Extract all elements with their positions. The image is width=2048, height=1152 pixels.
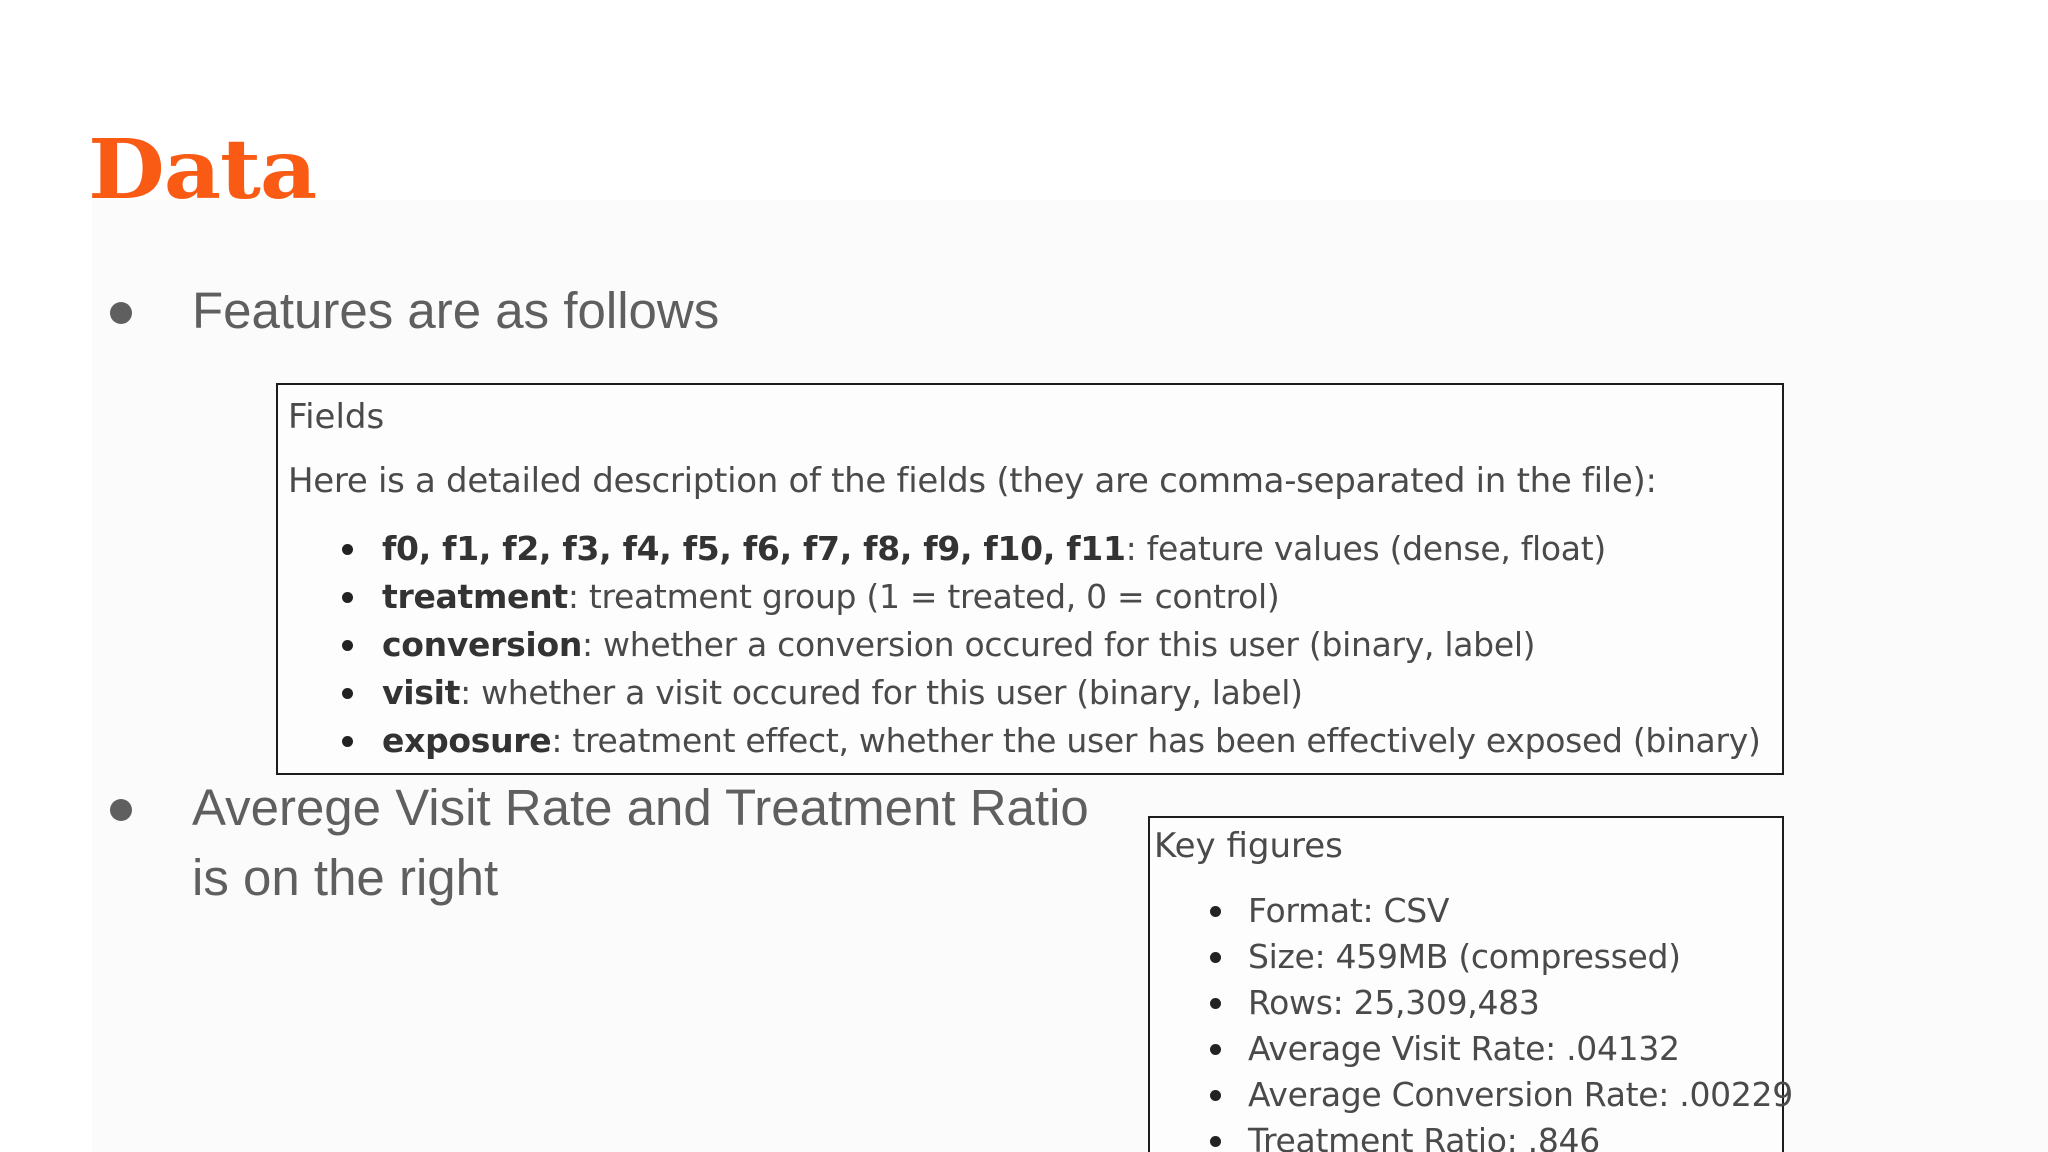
bullet-text-line2: is on the right <box>192 849 499 906</box>
field-desc: : treatment effect, whether the user has been effectively exposed (binary) <box>551 721 1761 760</box>
bullet-dot-icon <box>1210 1136 1221 1147</box>
bullet-dot-icon <box>1210 952 1221 963</box>
slide-title: Data <box>88 122 317 218</box>
list-item <box>342 573 1761 621</box>
fields-heading: Fields <box>288 397 385 437</box>
list-item <box>342 621 1761 669</box>
field-term: exposure <box>382 721 552 760</box>
key-figures-heading: Key figures <box>1154 826 1343 866</box>
key-figure-text: Rows: 25,309,483 <box>1248 983 1540 1022</box>
bullet-dot-icon <box>110 799 132 821</box>
bullet-dot-icon <box>342 640 353 651</box>
bullet-dot-icon <box>1210 906 1221 917</box>
bullet-dot-icon <box>342 736 353 747</box>
key-figures-list <box>1210 888 1793 1152</box>
field-desc: : feature values (dense, float) <box>1125 529 1606 568</box>
list-item <box>1210 888 1793 934</box>
key-figure-text: Average Conversion Rate: .00229 <box>1248 1075 1793 1114</box>
fields-list <box>342 525 1761 765</box>
list-item <box>342 669 1761 717</box>
bullet-dot-icon <box>342 688 353 699</box>
bullet-dot-icon <box>1210 1090 1221 1101</box>
field-term: conversion <box>382 625 583 664</box>
list-item <box>1210 934 1793 980</box>
fields-box <box>276 383 1784 775</box>
field-desc: : whether a conversion occured for this user (binary, label) <box>582 625 1536 664</box>
fields-description: Here is a detailed description of the fields (they are comma-separated in the file): <box>288 461 1657 501</box>
bullet-dot-icon <box>342 544 353 555</box>
list-item <box>1210 1072 1793 1118</box>
field-term: visit <box>382 673 461 712</box>
key-figure-text: Format: CSV <box>1248 891 1450 930</box>
bullet-visit-rate <box>110 773 1150 913</box>
key-figure-text: Size: 459MB (compressed) <box>1248 937 1681 976</box>
bullet-text: Features are as follows <box>192 282 720 339</box>
list-item <box>1210 1118 1793 1152</box>
key-figure-text: Treatment Ratio: .846 <box>1248 1121 1600 1152</box>
list-item <box>1210 980 1793 1026</box>
bullet-dot-icon <box>342 592 353 603</box>
list-item <box>1210 1026 1793 1072</box>
bullet-dot-icon <box>110 302 132 324</box>
bullet-features <box>110 276 1010 346</box>
key-figures-box <box>1148 816 1793 1152</box>
field-desc: : treatment group (1 = treated, 0 = control) <box>567 577 1280 616</box>
key-figure-text: Average Visit Rate: .04132 <box>1248 1029 1680 1068</box>
field-term: f0, f1, f2, f3, f4, f5, f6, f7, f8, f9, f10, f11 <box>382 529 1126 568</box>
list-item <box>342 525 1761 573</box>
bullet-text-line1: Averege Visit Rate and Treatment Ratio <box>192 779 1089 836</box>
bullet-dot-icon <box>1210 1044 1221 1055</box>
bullet-dot-icon <box>1210 998 1221 1009</box>
list-item <box>342 717 1761 765</box>
field-desc: : whether a visit occured for this user (binary, label) <box>460 673 1303 712</box>
field-term: treatment <box>382 577 568 616</box>
